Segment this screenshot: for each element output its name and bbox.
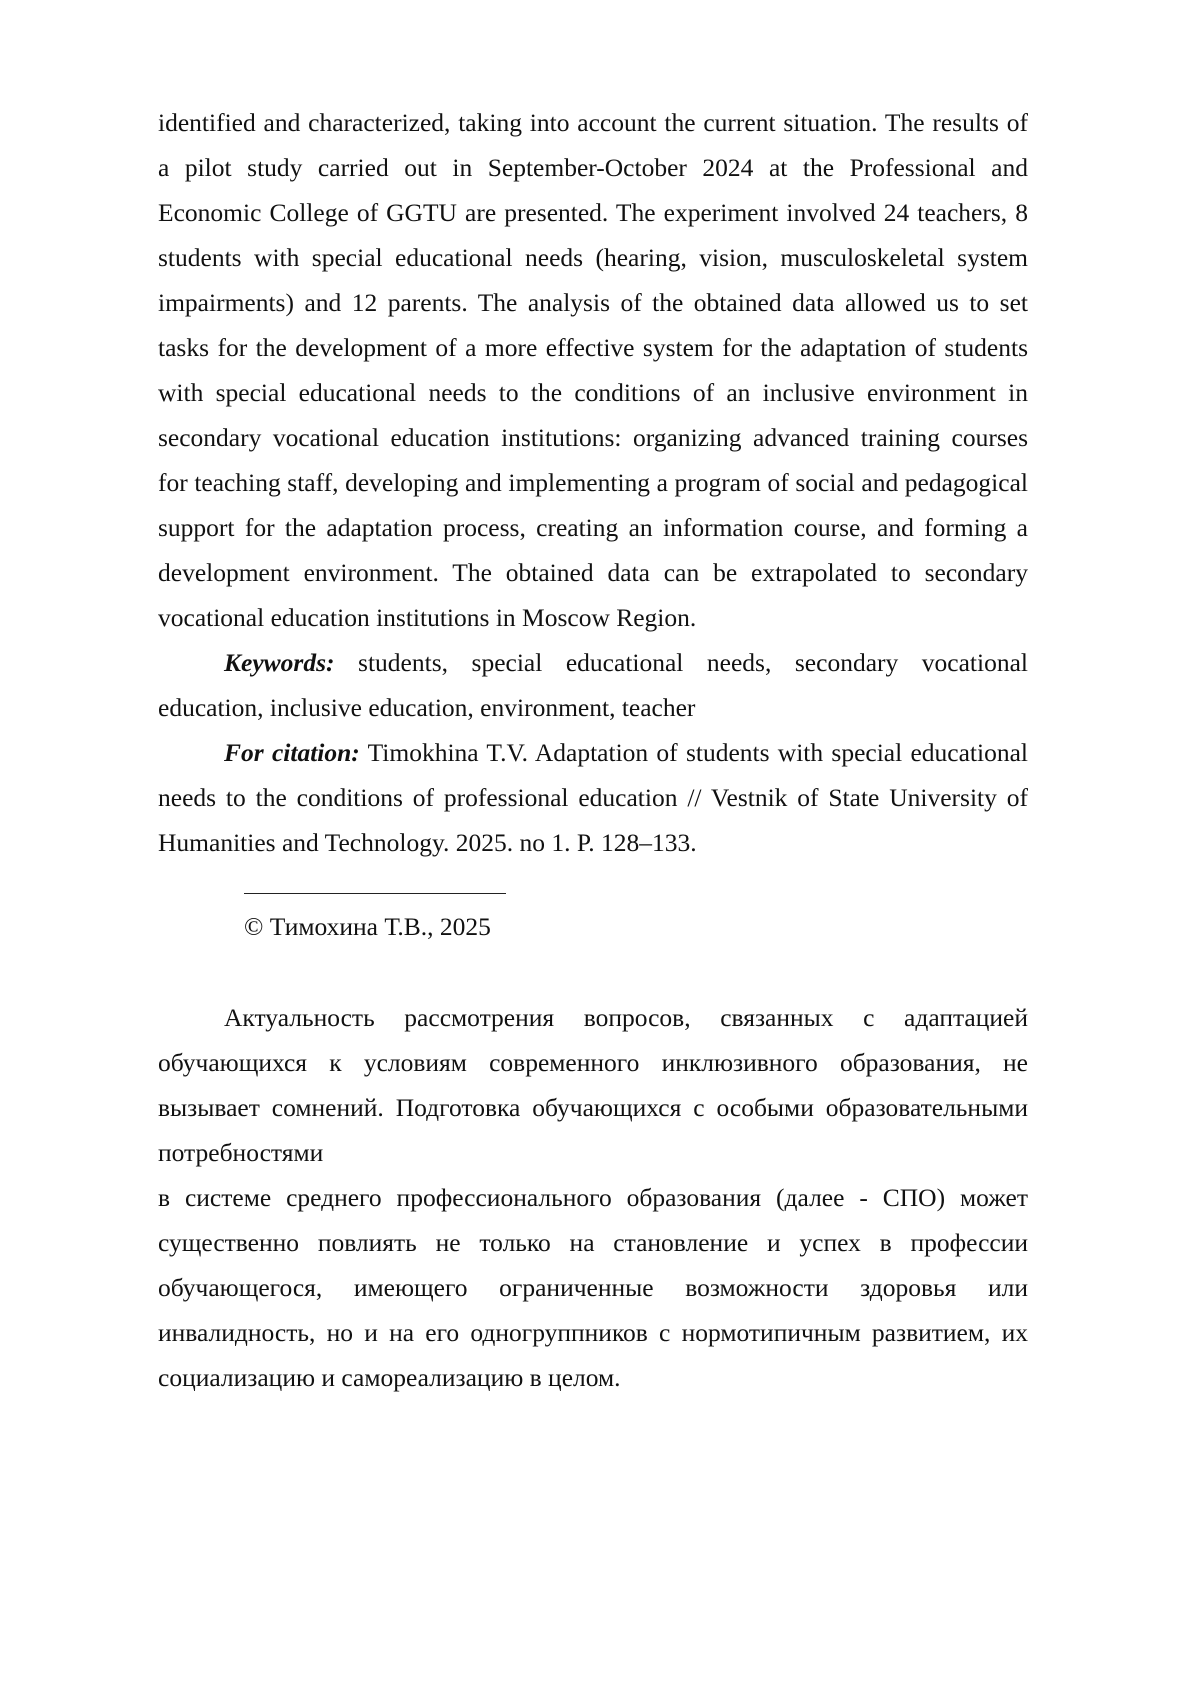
citation-text: Timokhina T.V. Adaptation of students with special educational needs to the conditions of professional education // Vestnik of State University of Humanities and Technology. 2025. no 1. P. 128–133. bbox=[158, 738, 1029, 857]
copyright-footnote: © Тимохина Т.В., 2025 bbox=[244, 912, 491, 941]
abstract-paragraph: identified and characterized, taking into account the current situation. The results of a pilot study carried out in September-October 2024 at the Professional and Economic College of GGTU are presented. The experiment involved 24 teachers, 8 students with special educational needs (hearing, vision, musculoskeletal system impairments) and 12 parents. The analysis of the obtained data allowed us to set tasks for the development of a more effective system for the adaptation of students with special educational needs to the conditions of an inclusive environment in secondary vocational education institutions: organizing advanced training courses for teaching staff, developing and implementing a program of social and pedagogical support for the adaptation process, creating an information course, and forming a development environment. The obtained data can be extrapolated to secondary vocational education institutions in Moscow Region. bbox=[158, 108, 1028, 632]
citation-paragraph bbox=[158, 730, 1028, 865]
document-page bbox=[158, 100, 1028, 1400]
keywords-paragraph bbox=[158, 640, 1028, 730]
keywords-label: Keywords: bbox=[224, 648, 335, 677]
body-paragraph-part1: Актуальность рассмотрения вопросов, связанных с адаптацией обучающихся к условиям современного инклюзивного образования, не вызывает сомнений. Подготовка обучающихся с особыми образовательными потребностями bbox=[158, 1003, 1028, 1167]
keywords-text: students, special educational needs, secondary vocational education, inclusive education, environment, teacher bbox=[158, 648, 1028, 722]
body-paragraph-part2: в системе среднего профессионального образования (далее - СПО) может существенно повлиять не только на становление и успех в профессии обучающегося, имеющего ограниченные возможности здоровья или инвалидность, но и на его одногруппников с нормотипичным развитием, их социализацию и самореализацию в целом. bbox=[158, 1183, 1028, 1392]
citation-label: For citation: bbox=[224, 738, 360, 767]
footnote-divider bbox=[244, 893, 506, 894]
